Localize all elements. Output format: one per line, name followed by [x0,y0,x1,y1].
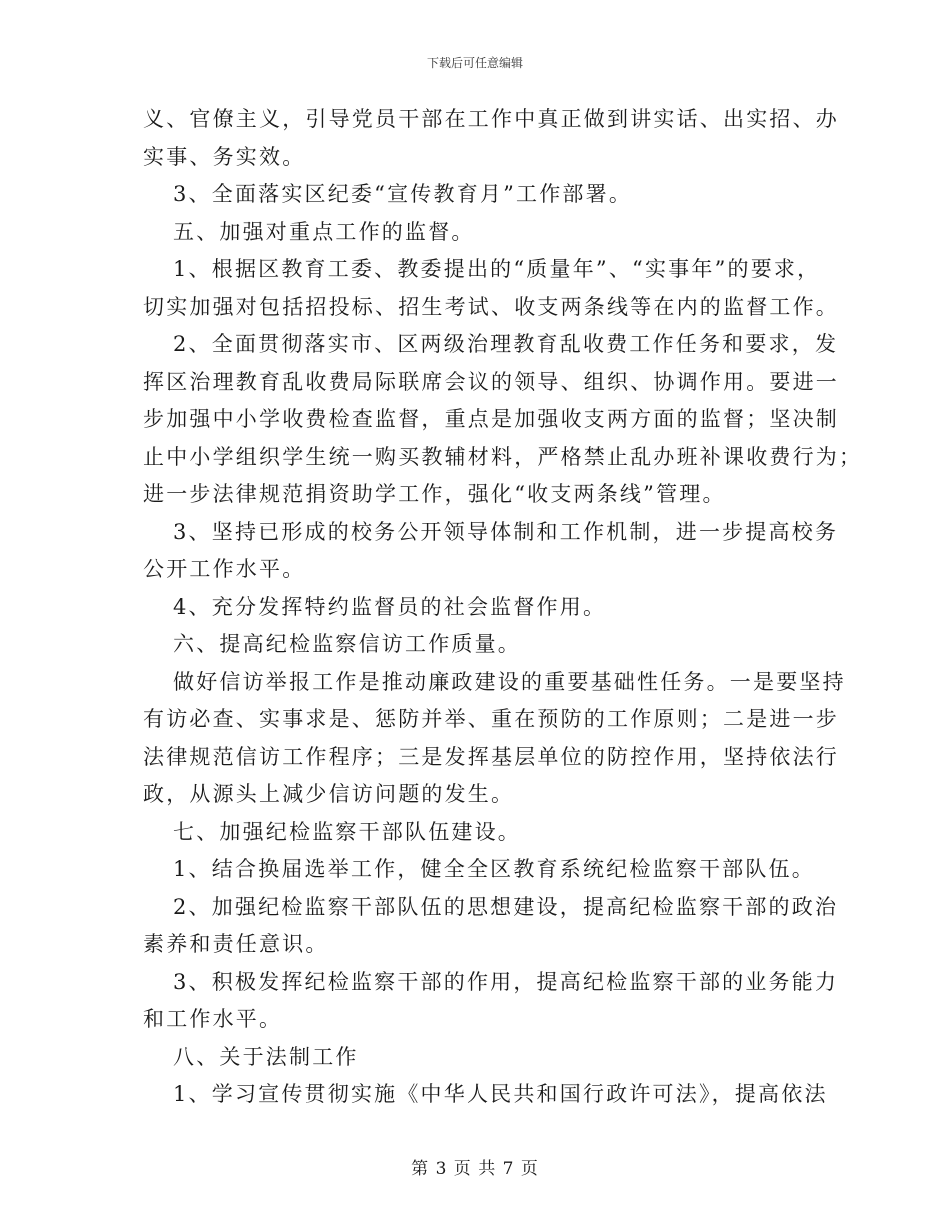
text-line: 3、全面落实区纪委“宣传教育月”工作部署。 [173,182,633,206]
text-line: 有访必查、实事求是、惩防并举、重在预防的工作原则；二是进一步 [143,707,839,731]
text-line: 法律规范信访工作程序；三是发挥基层单位的防控作用，坚持依法行 [143,744,839,769]
page-header: 下载后可任意编辑 [426,56,523,70]
document-body [143,101,863,1114]
text-line: 义、官僚主义，引导党员干部在工作中真正做到讲实话、出实招、办 [143,107,839,131]
section-heading: 六、提高纪检监察信访工作质量。 [173,632,521,656]
text-line: 切实加强对包括招投标、招生考试、收支两条线等在内的监督工作。 [143,294,839,319]
text-line: 实事、务实效。 [143,144,306,169]
text-line: 挥区治理教育乱收费局际联席会议的领导、组织、协调作用。要进一 [143,369,839,394]
text-line: 1、学习宣传贯彻实施《中华人民共和国行政许可法》，提高依法 [173,1082,828,1106]
section-heading: 八、关于法制工作 [173,1044,359,1069]
text-line: 3、积极发挥纪检监察干部的作用，提高纪检监察干部的业务能力 [173,969,839,994]
page-number: 第 3 页 共 7 页 [411,1159,539,1179]
text-line: 2、全面贯彻落实市、区两级治理教育乱收费工作任务和要求，发 [173,332,839,356]
text-line: 进一步法律规范捐资助学工作，强化“收支两条线”管理。 [143,482,726,506]
text-line: 4、充分发挥特约监督员的社会监督作用。 [173,594,607,619]
text-line: 做好信访举报工作是推动廉政建设的重要基础性任务。一是要坚持 [173,669,846,694]
section-heading: 七、加强纪检监察干部队伍建设。 [173,819,521,844]
text-line: 公开工作水平。 [143,557,306,581]
text-line: 步加强中小学收费检查监督，重点是加强收支两方面的监督；坚决制 [143,407,839,431]
text-line: 止中小学组织学生统一购买教辅材料，严格禁止乱办班补课收费行为； [143,444,863,469]
text-line: 和工作水平。 [143,1007,283,1031]
section-heading: 五、加强对重点工作的监督。 [173,219,475,244]
text-line: 1、结合换届选举工作，健全全区教育系统纪检监察干部队伍。 [173,857,815,881]
text-line: 素养和责任意识。 [143,932,329,956]
text-line: 1、根据区教育工委、教委提出的“质量年”、“实事年”的要求， [173,257,821,281]
text-line: 政，从源头上减少信访问题的发生。 [143,782,515,806]
text-line: 2、加强纪检监察干部队伍的思想建设，提高纪检监察干部的政治 [173,894,839,919]
text-line: 3、坚持已形成的校务公开领导体制和工作机制，进一步提高校务 [173,519,839,544]
